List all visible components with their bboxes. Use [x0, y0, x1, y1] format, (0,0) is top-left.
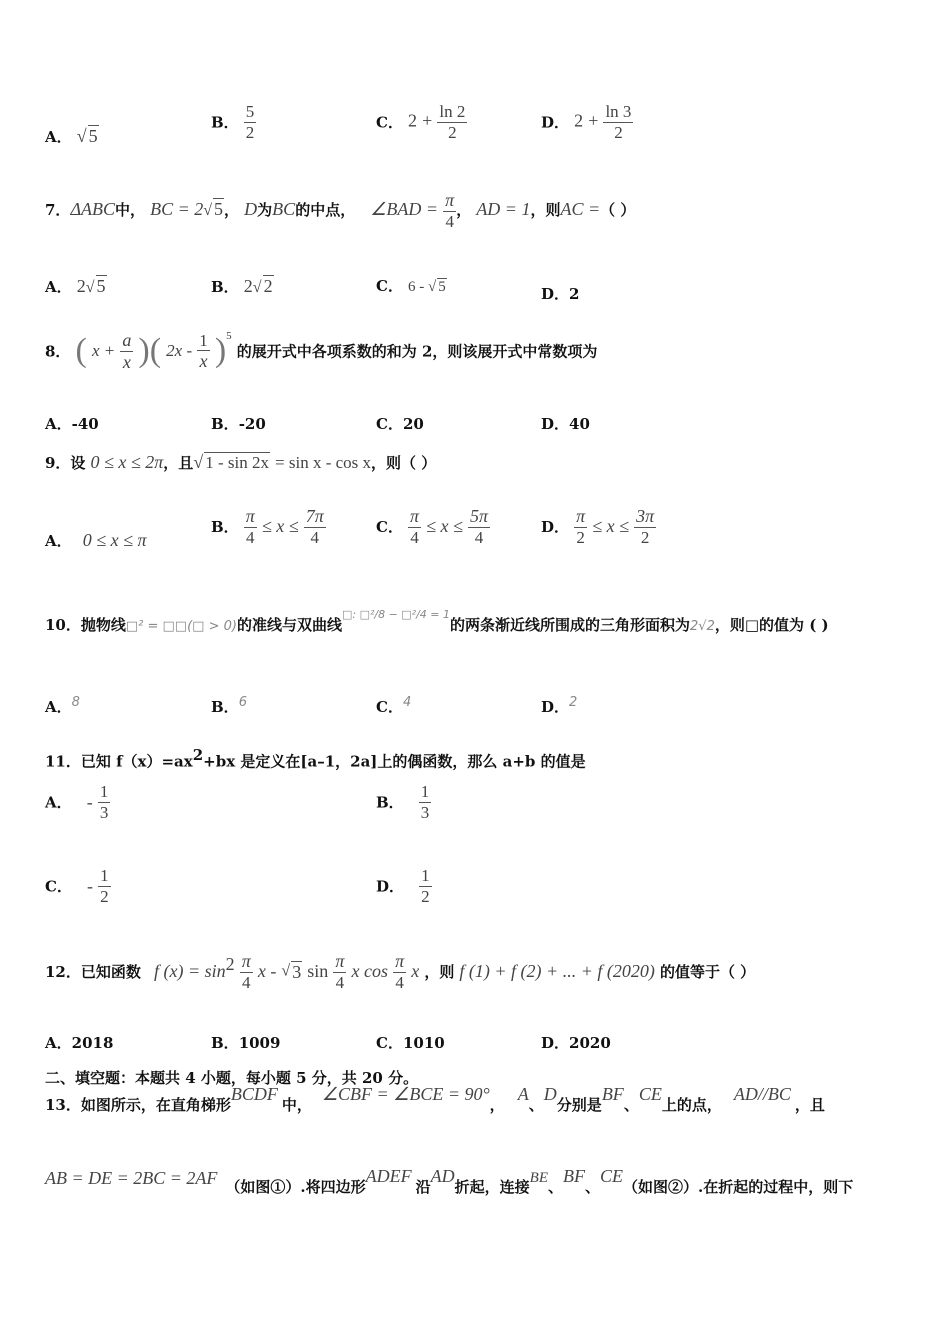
q10-option-a: [45, 690, 80, 716]
option-label: C．: [376, 277, 403, 295]
option-label: D．: [376, 877, 405, 896]
text: ，则: [530, 201, 561, 220]
coefficient: 2: [243, 276, 253, 296]
radicand: 5: [96, 276, 106, 296]
q6-option-b: [211, 102, 256, 142]
q9-option-b: [211, 506, 326, 547]
text: ，则（ ）: [371, 454, 437, 472]
text: 的两条渐近线所围成的三角形面积为: [450, 616, 691, 634]
math: AC =: [560, 199, 601, 220]
value: 40: [569, 415, 590, 433]
fraction: $\frac{\ln 2}{2}$: [439, 102, 466, 142]
math: CE: [638, 1084, 662, 1104]
sign: -: [87, 875, 94, 896]
option-label: C．: [376, 698, 403, 716]
math: AD = 1: [476, 199, 531, 220]
value: 1009: [238, 1034, 281, 1052]
option-label: D．: [541, 415, 570, 433]
question-number: 10．抛物线: [45, 616, 126, 634]
math: x: [411, 961, 420, 982]
math: BCDF: [230, 1084, 278, 1104]
fraction: $\frac{\pi}{2}$: [576, 506, 586, 547]
text: 的准线与双曲线: [236, 616, 342, 634]
option-label: C．: [376, 1034, 403, 1052]
q11-option-d: [376, 866, 432, 906]
math: 0 ≤ x ≤ π: [82, 530, 147, 550]
text: （如图①）.将四边形: [225, 1178, 366, 1196]
text: ，且: [163, 454, 194, 472]
value: 2018: [71, 1034, 114, 1052]
q10-option-b: [211, 690, 247, 716]
value: 6 -: [408, 279, 429, 295]
math: f (x) = sin: [153, 961, 226, 982]
q10-option-d: [541, 690, 578, 716]
option-label: C．: [376, 518, 403, 537]
text: 、: [528, 1096, 544, 1114]
question-text: +bx 是定义在[a–1，2a]上的偶函数，那么 a+b 的值是: [203, 752, 586, 771]
math: AD//BC: [733, 1084, 791, 1104]
math: BF: [563, 1166, 586, 1186]
value: 2: [569, 695, 578, 710]
radicand: 5: [214, 199, 224, 220]
math: D: [543, 1084, 557, 1104]
value: -40: [71, 415, 99, 433]
option-label: B．: [376, 793, 404, 812]
text: 沿: [415, 1178, 431, 1196]
q12-stem: 12．已知函数 f $(x) = \sin^2$ $\frac{\pi}{4}$ x - √ 3 sin $\frac{\pi}{4}$ x cos $\frac{\pi}{4}$ x ，则 f (1) + f (2) + ... + f (2020) 的值等于（ ）: [45, 951, 756, 992]
text: ，则: [424, 963, 455, 982]
math: BC = 2: [150, 199, 204, 220]
q10-option-c: [376, 690, 412, 716]
option-label: A．: [45, 278, 72, 296]
q10-stem: [45, 608, 829, 635]
operator: +: [422, 110, 433, 131]
question-number: 7．: [45, 201, 71, 220]
text: 折起，连接: [454, 1178, 530, 1196]
question-text: 11．已知 f（x）=ax: [45, 752, 193, 771]
fraction: $\frac{1}{3}$: [420, 782, 430, 822]
value: 1010: [402, 1034, 445, 1052]
math: ≤ x ≤: [426, 516, 463, 537]
math: BC: [272, 199, 296, 220]
q6-option-c: [376, 102, 467, 142]
fraction: $\frac{5\pi}{4}$: [470, 506, 489, 547]
math: ADEF: [365, 1166, 412, 1186]
text: 、: [548, 1178, 564, 1196]
option-label: B．: [211, 278, 239, 296]
q11-option-a: [45, 782, 110, 822]
math: f (1) + f (2) + ... + f (2020): [459, 961, 655, 982]
q8-option-d: [541, 413, 590, 434]
q12-option-a: [45, 1032, 113, 1053]
exponent: 2: [192, 746, 204, 764]
math: sin: [307, 961, 329, 982]
fraction: $\frac{\pi}{4}$: [245, 506, 255, 547]
option-label: D．: [541, 1034, 570, 1052]
math: BE: [529, 1170, 548, 1186]
option-label: B．: [211, 518, 239, 537]
math: AD: [430, 1166, 455, 1186]
text: 上的点，: [661, 1096, 722, 1114]
radicand: 1 - sin 2x: [205, 453, 269, 472]
q6-option-d: [541, 102, 633, 142]
coefficient: 2: [76, 276, 86, 296]
value: -20: [238, 415, 266, 433]
fraction: $\frac{1}{2}$: [421, 866, 430, 906]
text: ，: [224, 201, 240, 220]
math: 2x -: [166, 341, 193, 361]
math: ∠BAD =: [370, 199, 439, 220]
option-label: C．: [376, 415, 403, 433]
q8-option-a: [45, 413, 99, 434]
text: 中，: [115, 201, 146, 220]
sign: -: [86, 791, 93, 812]
q8-option-b: [211, 413, 266, 434]
fraction: $\frac{\pi}{4}$: [241, 951, 251, 992]
value: 4: [402, 695, 412, 710]
fraction: $\frac{\pi}{4}$: [410, 506, 420, 547]
option-label: A．: [45, 793, 72, 812]
math: x +: [91, 341, 116, 361]
math: 0 ≤ x ≤ 2π: [90, 452, 164, 472]
fraction: $\frac{\pi}{4}$: [445, 190, 455, 231]
math: A: [517, 1084, 529, 1104]
q7-stem: 7．ΔABC中， BC = 2√ 5， D为BC的中点， ∠BAD = $\frac{\pi}{4}$ ， AD = 1，则AC =（ ）: [45, 190, 636, 231]
q7-option-b: B． 2√ 2: [211, 276, 273, 296]
math: D: [244, 199, 258, 220]
option-label: D．: [541, 518, 570, 537]
q7-option-a: A． 2√ 5: [45, 276, 106, 296]
text: 的值等于（ ）: [659, 963, 756, 982]
text: 、: [623, 1096, 639, 1114]
q12-option-d: [541, 1032, 611, 1053]
broken-formula: □² = □□(□ > 0): [125, 619, 237, 634]
q6-option-a: A． √ 5: [45, 126, 98, 146]
text: ，且: [794, 1096, 825, 1114]
value: 2: [569, 285, 580, 303]
fraction: $\frac{5}{2}$: [245, 102, 255, 142]
section-heading: 二、填空题：本题共 4 小题，每小题 5 分，共 20 分。: [45, 1069, 419, 1087]
fraction: $\frac{\ln 3}{2}$: [605, 102, 632, 142]
option-label: A．: [45, 128, 72, 146]
option-label: A．: [45, 415, 72, 433]
option-label: B．: [211, 113, 239, 132]
value: 20: [402, 415, 424, 433]
exponent: 2: [225, 953, 235, 974]
fraction: $\frac{a}{x}$: [122, 330, 132, 372]
text: 的中点，: [295, 201, 356, 220]
option-label: B．: [211, 415, 239, 433]
q11-stem: [45, 746, 586, 771]
math: = sin x - cos x: [275, 453, 372, 472]
math: ≤ x ≤: [261, 516, 299, 537]
text: 分别是: [556, 1096, 602, 1114]
radicand: 5: [88, 126, 98, 146]
option-label: A．: [45, 698, 72, 716]
radicand: 3: [292, 961, 302, 982]
question-number: 12．已知函数: [45, 963, 141, 982]
radicand: 2: [263, 276, 273, 296]
fraction: $\frac{\pi}{4}$: [335, 951, 345, 992]
question-text: 的展开式中各项系数的和为 2，则该展开式中常数项为: [236, 342, 598, 361]
q7-option-d: [541, 283, 579, 304]
text: 、: [585, 1178, 601, 1196]
q7-option-c: C． 6 - √ 5: [376, 277, 446, 295]
question-number: 13．如图所示，在直角梯形: [45, 1096, 231, 1114]
math: ΔABC: [70, 199, 115, 220]
value: 8: [71, 695, 80, 710]
question-number: 9．设: [45, 454, 86, 472]
operator: +: [588, 110, 599, 131]
fraction: $\frac{1}{3}$: [99, 782, 109, 822]
fraction: $\frac{7\pi}{4}$: [305, 506, 324, 547]
math: AB = DE = 2BC = 2AF: [45, 1168, 218, 1188]
option-label: C．: [45, 877, 72, 896]
integer: 2: [574, 110, 584, 131]
q13-line-2: [45, 1166, 854, 1197]
math: BF: [601, 1084, 624, 1104]
fraction: $\frac{1}{x}$: [199, 330, 208, 372]
math: ≤ x ≤: [592, 516, 629, 537]
fraction: $\frac{1}{2}$: [100, 866, 109, 906]
q12-option-b: [211, 1032, 280, 1053]
q9-option-a: [45, 530, 147, 551]
math: x -: [257, 961, 277, 982]
value: 6: [238, 695, 247, 710]
q9-option-d: [541, 506, 656, 547]
q13-line-1: [45, 1084, 825, 1115]
option-label: B．: [211, 698, 239, 716]
exponent: 5: [226, 330, 232, 342]
question-number: 8．: [45, 342, 71, 361]
broken-formula: □: □²/8 − □²/4 = 1: [341, 608, 450, 621]
value: 2020: [569, 1034, 611, 1052]
q8-stem: 8． ( x + $\frac{a}{x}$ )( 2x - $\frac{1}{x}$ )$^5$ 的展开式中各项系数的和为 2，则该展开式中常数项为: [45, 330, 598, 372]
math: x cos: [351, 961, 388, 982]
q8-option-c: [376, 413, 424, 434]
fraction: $\frac{\pi}{4}$: [395, 951, 405, 992]
math: CE: [600, 1166, 624, 1186]
fraction: $\frac{3\pi}{2}$: [636, 506, 655, 547]
q11-option-c: [45, 866, 111, 906]
option-label: B．: [211, 1034, 239, 1052]
broken-formula: 2√2: [690, 619, 715, 634]
text: ，则□的值为 ( ): [714, 616, 829, 634]
option-label: D．: [541, 285, 570, 303]
option-label: D．: [541, 113, 570, 132]
text: 中，: [281, 1096, 312, 1114]
q11-option-b: [376, 782, 431, 822]
text: （如图②）.在折起的过程中，则下: [623, 1178, 854, 1196]
integer: 2: [408, 110, 418, 131]
text: ，: [456, 201, 472, 220]
option-label: D．: [541, 698, 570, 716]
option-label: A．: [45, 1034, 72, 1052]
answer-blank: （ ）: [600, 201, 636, 220]
q12-option-c: [376, 1032, 445, 1053]
option-label: A．: [45, 532, 72, 550]
q9-option-c: [376, 506, 490, 547]
math: ∠CBF = ∠BCE = 90°: [321, 1084, 490, 1104]
text: 为: [257, 201, 273, 220]
text: ，: [489, 1096, 505, 1114]
radicand: 5: [438, 279, 446, 295]
option-label: C．: [376, 113, 403, 132]
q9-stem: 9．设 0 ≤ x ≤ 2π，且√ 1 - sin 2x = sin x - cos x，则（ ）: [45, 452, 437, 472]
